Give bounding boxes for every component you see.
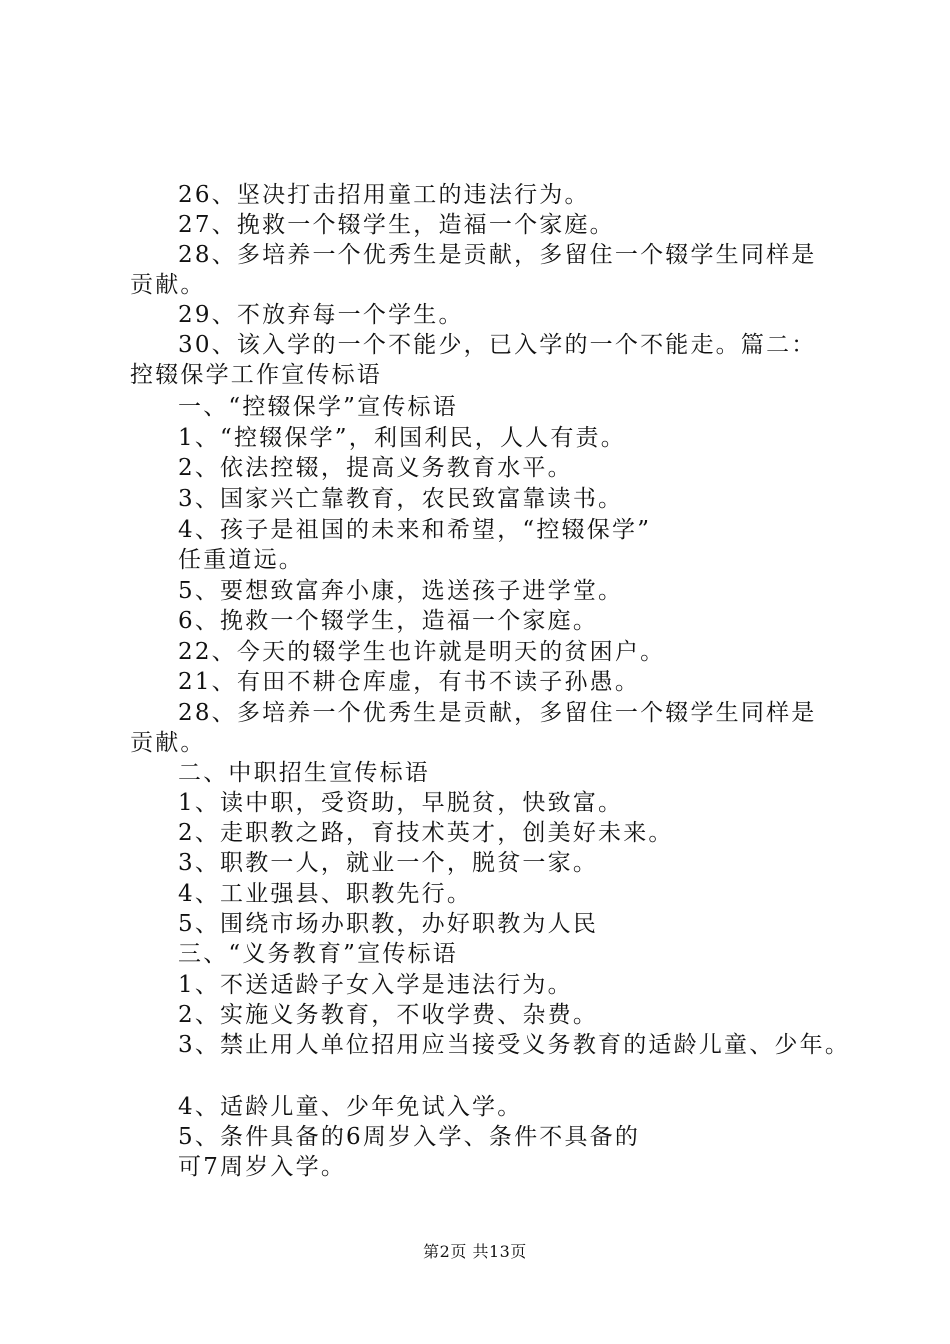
text-line: 30、该入学的一个不能少，已入学的一个不能走。篇二： <box>178 332 817 358</box>
text-line: 5、围绕市场办职教，办好职教为人民 <box>178 911 599 937</box>
section-heading: 三、“义务教育”宣传标语 <box>178 941 458 967</box>
page-number-footer: 第2页 共13页 <box>423 1242 527 1261</box>
text-line: 3、禁止用人单位招用应当接受义务教育的适龄儿童、少年。 <box>178 1032 851 1058</box>
text-line: 2、依法控辍，提高义务教育水平。 <box>178 455 573 481</box>
text-line: 1、不送适龄子女入学是违法行为。 <box>178 972 573 998</box>
text-line: 1、读中职，受资助，早脱贫，快致富。 <box>178 790 624 816</box>
text-line: 26、坚决打击招用童工的违法行为。 <box>178 182 590 208</box>
text-line: 3、职教一人，就业一个，脱贫一家。 <box>178 850 599 876</box>
text-line: 4、工业强县、职教先行。 <box>178 881 473 907</box>
section-heading: 二、中职招生宣传标语 <box>178 760 430 786</box>
text-line: 5、条件具备的6周岁入学、条件不具备的 <box>178 1124 641 1150</box>
text-line: 3、国家兴亡靠教育，农民致富靠读书。 <box>178 486 624 512</box>
text-line: 22、今天的辍学生也许就是明天的贫困户。 <box>178 639 666 665</box>
text-line: 任重道远。 <box>178 547 304 573</box>
text-line: 控辍保学工作宣传标语 <box>130 362 382 388</box>
text-line: 贡献。 <box>130 730 206 756</box>
text-line: 6、挽救一个辍学生，造福一个家庭。 <box>178 608 599 634</box>
text-line: 29、不放弃每一个学生。 <box>178 302 464 328</box>
text-line: 28、多培养一个优秀生是贡献，多留住一个辍学生同样是 <box>178 700 817 726</box>
text-line: 贡献。 <box>130 272 206 298</box>
text-line: 27、挽救一个辍学生，造福一个家庭。 <box>178 212 615 238</box>
text-line: 1、“控辍保学”，利国利民，人人有责。 <box>178 425 626 451</box>
section-heading: 一、“控辍保学”宣传标语 <box>178 394 458 420</box>
text-line: 5、要想致富奔小康，选送孩子进学堂。 <box>178 578 624 604</box>
text-line: 可7周岁入学。 <box>178 1154 347 1180</box>
text-line: 4、适龄儿童、少年免试入学。 <box>178 1094 523 1120</box>
text-line: 4、孩子是祖国的未来和希望，“控辍保学” <box>178 517 652 543</box>
text-line: 28、多培养一个优秀生是贡献，多留住一个辍学生同样是 <box>178 242 817 268</box>
text-line: 2、实施义务教育，不收学费、杂费。 <box>178 1002 599 1028</box>
text-line: 21、有田不耕仓库虚，有书不读子孙愚。 <box>178 669 641 695</box>
text-line: 2、走职教之路，育技术英才，创美好未来。 <box>178 820 674 846</box>
